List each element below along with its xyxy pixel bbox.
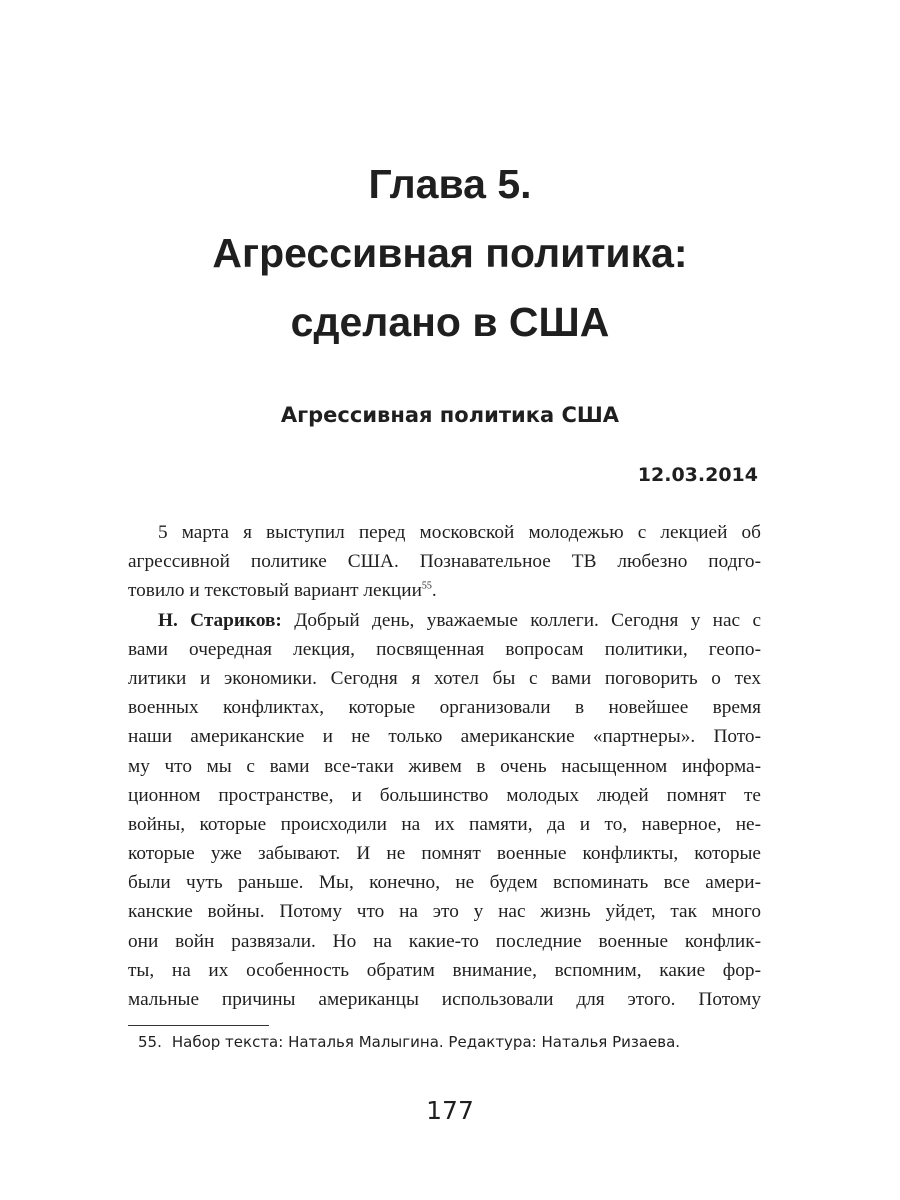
- paragraph-2-line: ты, на их особенность обратим внимание, вспомним, какие фор-: [128, 959, 761, 981]
- paragraph-2-line: мальные причины американцы использовали для этого. Потому: [128, 989, 761, 1010]
- paragraph-2-line: му что мы с вами все-таки живем в очень насыщенном информа-: [128, 755, 761, 777]
- paragraph-1-line: 5 марта я выступил перед московской молодежью с лекцией об: [158, 522, 761, 543]
- paragraph-2-line: канские войны. Потому что на это у нас жизнь уйдет, так много: [128, 901, 761, 923]
- footnote-reference[interactable]: 55: [421, 580, 432, 592]
- paragraph-2-line: они войн развязали. Но на какие-то последние военные конфлик-: [128, 930, 761, 952]
- paragraph-2-line: наши американские и не только американские «партнеры». Пото-: [128, 726, 761, 748]
- chapter-title-line-1: Глава 5.: [368, 161, 532, 207]
- body-text: [128, 518, 761, 1014]
- paragraph-2-line: были чуть раньше. Мы, конечно, не будем вспоминать все амери-: [128, 872, 761, 894]
- paragraph-2-line: вами очередная лекция, посвященная вопросам политики, геопо-: [128, 638, 761, 660]
- paragraph-2-line-text: Добрый день, уважаемые коллеги. Сегодня у нас с: [281, 609, 761, 631]
- paragraph-1-line-end: .: [431, 580, 437, 602]
- footnote-divider: [128, 1025, 269, 1026]
- article-date: 12.03.2014: [637, 464, 758, 486]
- paragraph-2-line: литики и экономики. Сегодня я хотел бы с вами поговорить о тех: [128, 667, 761, 689]
- paragraph-2-line: которые уже забывают. И не помнят военные конфликты, которые: [128, 843, 761, 865]
- paragraph-2-line: военных конфликтах, которые организовали в новейшее время: [128, 697, 761, 719]
- section-title: Агрессивная политика США: [280, 403, 620, 427]
- footnote: [138, 1030, 680, 1054]
- paragraph-1-line: агрессивной политике США. Познавательное ТВ любезно подго-: [128, 551, 761, 573]
- page-number: 177: [426, 1096, 474, 1125]
- chapter-title: [0, 150, 900, 357]
- paragraph-2-line: ционном пространстве, и большинство молодых людей помнят те: [128, 784, 761, 806]
- paragraph-1-line: [128, 576, 761, 605]
- speaker-name: Н. Стариков:: [158, 609, 282, 631]
- chapter-title-line-2: Агрессивная политика:: [212, 230, 688, 276]
- footnote-text: Набор текста: Наталья Малыгина. Редактура: Наталья Ризаева.: [171, 1033, 681, 1051]
- paragraph-2-line: войны, которые происходили на их памяти, да и то, наверное, не-: [128, 813, 761, 835]
- paragraph-2-line: [128, 606, 761, 635]
- paragraph-1-line-text: товило и текстовый вариант лекции: [128, 580, 422, 602]
- chapter-title-line-3: сделано в США: [290, 299, 610, 345]
- footnote-number: 55.: [138, 1033, 162, 1051]
